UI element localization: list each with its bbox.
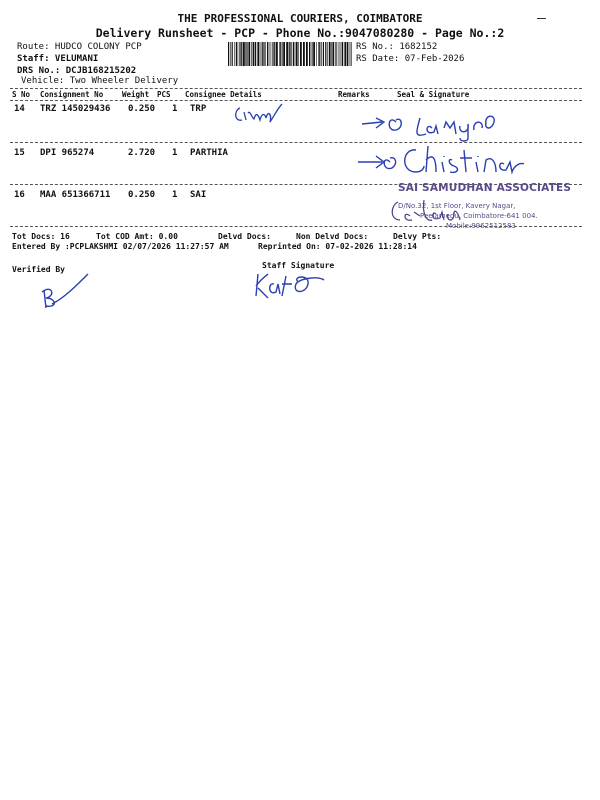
table-top-rule xyxy=(10,88,582,89)
barcode-bar xyxy=(247,42,248,66)
col-header-pcs: PCS xyxy=(157,90,171,99)
barcode-image xyxy=(228,42,352,66)
barcode-bar xyxy=(325,42,326,66)
barcode-bar xyxy=(267,42,268,66)
table-row-pcs: 1 xyxy=(172,190,178,200)
barcode-bar xyxy=(293,42,294,66)
barcode-bar xyxy=(318,42,319,66)
total-cod-amount: Tot COD Amt: 0.00 xyxy=(96,232,178,241)
barcode-bar xyxy=(289,42,290,66)
staff-signature-label: Staff Signature xyxy=(262,261,335,270)
verifier-signature xyxy=(36,270,96,314)
runsheet-subtitle: Delivery Runsheet - PCP - Phone No.:9047080280 - Page No.:2 xyxy=(95,26,505,40)
col-header-sno: S No xyxy=(12,90,31,99)
barcode-bar xyxy=(245,42,246,66)
barcode-bar xyxy=(260,42,261,66)
handwritten-signature-remarks-16 xyxy=(388,196,488,226)
barcode-bar xyxy=(351,42,352,66)
barcode-bar xyxy=(332,42,334,66)
barcode-bar xyxy=(319,42,320,66)
table-row-consignee: PARTHIA xyxy=(190,148,228,158)
barcode-bar xyxy=(253,42,255,66)
total-docs: Tot Docs: 16 xyxy=(12,232,70,241)
handwritten-signature-row14 xyxy=(232,100,288,130)
table-row-weight: 2.720 xyxy=(128,148,156,158)
vehicle-label: Vehicle: Two Wheeler Delivery xyxy=(21,76,179,86)
delivery-points: Delvy Pts: xyxy=(393,232,442,241)
barcode-bar xyxy=(350,42,351,66)
stamp-line: D/No.32, 1st Floor, Kavery Nagar, xyxy=(398,202,516,210)
barcode-bar xyxy=(316,42,317,66)
barcode-bar xyxy=(230,42,231,66)
table-row-consignee: SAI xyxy=(190,190,207,200)
rs-date: RS Date: 07-Feb-2026 xyxy=(356,54,465,64)
barcode-bar xyxy=(263,42,264,66)
barcode-bar xyxy=(241,42,242,66)
stamp-line: Mobile:9962512583 xyxy=(446,222,516,230)
stamp-line: Peelamedu, Coimbatore-641 004. xyxy=(420,212,538,220)
verified-by-label: Verified By xyxy=(12,265,65,274)
table-row-consignment: MAA 651366711 xyxy=(40,190,111,200)
rs-number: RS No.: 1682152 xyxy=(356,42,438,52)
barcode-bar xyxy=(321,42,322,66)
barcode-bar xyxy=(276,42,278,66)
barcode-bar xyxy=(272,42,273,66)
barcode-bar xyxy=(349,42,350,66)
barcode-bar xyxy=(238,42,239,66)
staff-label: Staff: VELUMANI xyxy=(17,54,99,64)
barcode-bar xyxy=(327,42,328,66)
table-row-consignment: DPI 965274 xyxy=(40,148,95,158)
barcode-bar xyxy=(248,42,250,66)
barcode-bar xyxy=(298,42,299,66)
barcode-bar xyxy=(286,42,288,66)
barcode-bar xyxy=(236,42,237,66)
table-row-sno: 15 xyxy=(14,148,25,158)
barcode-bar xyxy=(295,42,296,66)
barcode-bar xyxy=(251,42,252,66)
corner-mark xyxy=(537,18,546,19)
barcode-bar xyxy=(335,42,336,66)
drs-number: DRS No.: DCJB168215202 xyxy=(17,66,137,76)
table-row-sno: 16 xyxy=(14,190,25,200)
table-row-pcs: 1 xyxy=(172,148,178,158)
table-row-sno: 14 xyxy=(14,104,25,114)
barcode-bar xyxy=(271,42,272,66)
barcode-bar xyxy=(342,42,343,66)
barcode-bar xyxy=(265,42,266,66)
barcode-bar xyxy=(290,42,291,66)
barcode-bar xyxy=(309,42,310,66)
table-row-consignee: TRP xyxy=(190,104,207,114)
company-title: THE PROFESSIONAL COURIERS, COIMBATORE xyxy=(177,12,423,25)
barcode-bar xyxy=(329,42,331,66)
barcode-bar xyxy=(296,42,298,66)
barcode-bar xyxy=(313,42,315,66)
non-delivered-docs: Non Delvd Docs: xyxy=(296,232,369,241)
barcode-bar xyxy=(331,42,332,66)
col-header-weight: Weight xyxy=(122,90,150,99)
barcode-bar xyxy=(340,42,341,66)
handwritten-signature-remarks-15 xyxy=(352,142,552,182)
barcode-bar xyxy=(311,42,312,66)
barcode-bar xyxy=(255,42,256,66)
col-header-consignment: Consignment No xyxy=(40,90,104,99)
col-header-remarks: Remarks xyxy=(338,90,370,99)
barcode-bar xyxy=(228,42,229,66)
barcode-bar xyxy=(306,42,308,66)
entered-by: Entered By :PCPLAKSHMI 02/07/2026 11:27:57 AM xyxy=(12,242,229,251)
barcode-bar xyxy=(338,42,339,66)
barcode-bar xyxy=(303,42,305,66)
barcode-bar xyxy=(243,42,245,66)
stamp-line: SAI SAMUDHAN ASSOCIATES xyxy=(398,182,572,194)
barcode-bar xyxy=(279,42,280,66)
barcode-bar xyxy=(262,42,263,66)
barcode-bar xyxy=(232,42,233,66)
barcode-bar xyxy=(283,42,285,66)
table-row-weight: 0.250 xyxy=(128,190,156,200)
barcode-bar xyxy=(344,42,346,66)
handwritten-signature-remarks-14 xyxy=(356,108,526,142)
table-row-weight: 0.250 xyxy=(128,104,156,114)
table-header-rule xyxy=(10,100,582,101)
barcode-bar xyxy=(269,42,270,66)
barcode-bar xyxy=(341,42,342,66)
staff-signature xyxy=(248,266,338,306)
barcode-bar xyxy=(300,42,302,66)
barcode-bar xyxy=(257,42,259,66)
barcode-bar xyxy=(347,42,348,66)
col-header-consignee: Consignee Details xyxy=(185,90,262,99)
barcode-bar xyxy=(282,42,283,66)
barcode-bar xyxy=(323,42,324,66)
reprinted-on: Reprinted On: 07-02-2026 11:28:14 xyxy=(258,242,417,251)
route-label: Route: HUDCO COLONY PCP xyxy=(17,42,142,52)
barcode-bar xyxy=(280,42,281,66)
barcode-bar xyxy=(234,42,235,66)
table-row-pcs: 1 xyxy=(172,104,178,114)
table-row-consignment: TRZ 145029436 xyxy=(40,104,111,114)
barcode-bar xyxy=(274,42,275,66)
barcode-bar xyxy=(312,42,313,66)
col-header-seal: Seal & Signature xyxy=(397,90,470,99)
delivered-docs: Delvd Docs: xyxy=(218,232,271,241)
barcode-bar xyxy=(239,42,240,66)
